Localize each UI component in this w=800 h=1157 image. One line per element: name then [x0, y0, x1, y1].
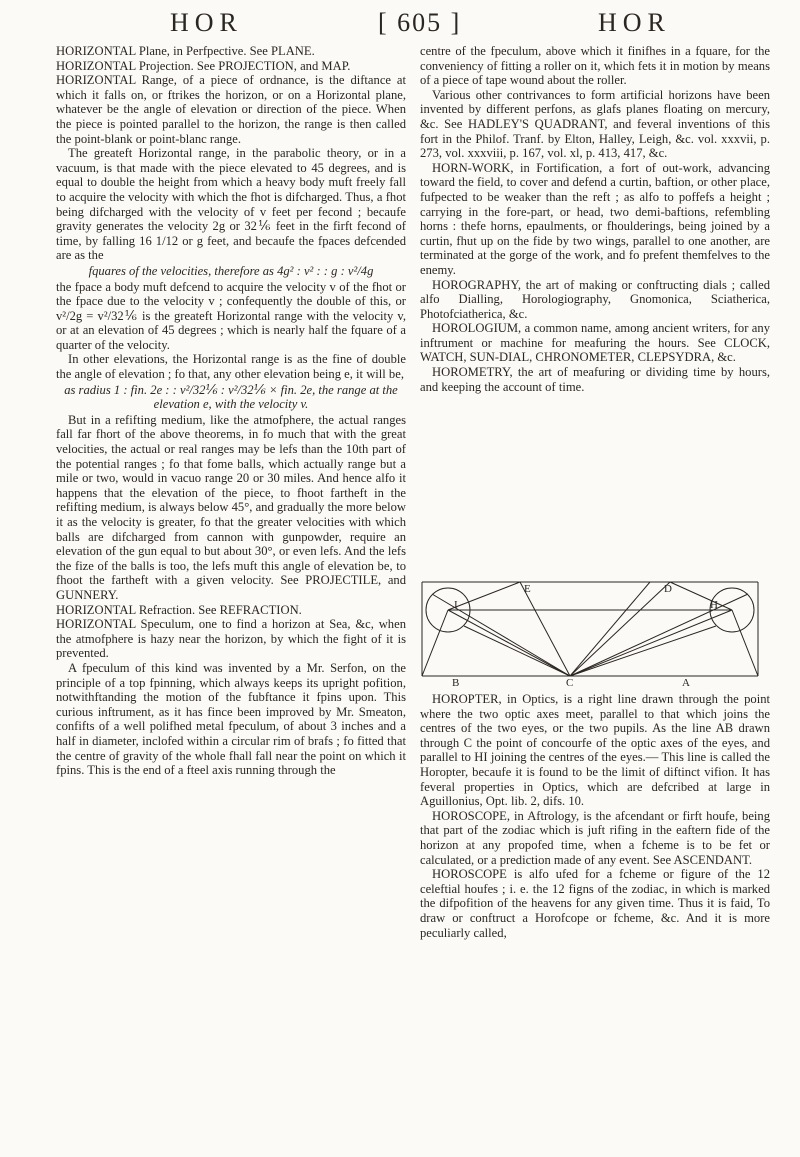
- label-e: E: [524, 583, 531, 595]
- horopter-figure: [420, 578, 760, 686]
- right-column: [420, 44, 770, 394]
- entry-horoscope-scheme: HOROSCOPE is alfo ufed for a fcheme or figure of the 12 celeftial houfes ; i. e. the 12 figns of the zodiac, in which is marked the difpofition of the heavens for any given time. Thus it is faid, To draw or conftruct a Horofcope or fcheme, &c. And it is more peculiarly called,: [420, 867, 770, 940]
- label-a: A: [682, 677, 690, 686]
- paragraph-speculum-continued: centre of the fpeculum, above which it finifhes in a fquare, for the conveniency of fitting a roller on it, which fets it in motion by means of a piece of tape wound about the roller.: [420, 44, 770, 88]
- label-h: H: [710, 599, 718, 611]
- entry-horopter: HOROPTER, in Optics, is a right line drawn through the point where the two optic axes meet, parallel to that which joins the centres of the two eyes, or the two pupils. As the line AB drawn through C the point of concourfe of the optic axes of the eyes, and parallel to HI joining the centres of the eyes.— This line is called the Horopter, becaufe it is found to be the limit of diftinct vifion. It has feveral properties in Optics, which are defcribed at large in Aguillonius, Opt. lib. 2, difs. 10.: [420, 692, 770, 809]
- entry-horizontal-refraction: HORIZONTAL Refraction. See REFRACTION.: [56, 602, 302, 617]
- right-column-lower: [420, 692, 770, 940]
- paragraph-space-descended: the fpace a body muft defcend to acquire the velocity v of the fhot or the fpace due to the velocity v ; confequently the double of this, or v²/2g = v²/32⅙ is the greateft Horizontal range with the velocity v, or at an elevation of 45 degrees ; which is nearly half the fquare of a quarter of the velocity.: [56, 279, 406, 352]
- paragraph-greatest-range: The greateft Horizontal range, in the parabolic theory, or in a vacuum, is that made with the piece elevated to 45 degrees, and is equal to double the height from which a heavy body muft freely fall to acquire the velocity with which the fhot is difcharged. Thus, a fhot being difcharged with the velocity of v feet per fecond ; becaufe gravity generates the velocity 2g or 32⅙ feet in the firft fecond of time, by falling 16 1/12 or g feet, and becaufe the fpaces defcended are as the: [56, 146, 406, 263]
- entry-horoscope: HOROSCOPE, in Aftrology, is the afcendant or firft houfe, being that part of the zodiac which is juft rifing in the eaftern fide of the horizon at any propofed time, when a fcheme is to be fet or calculated, or a prediction made of any event. See ASCENDANT.: [420, 808, 770, 867]
- label-c: C: [566, 677, 574, 686]
- paragraph-serson-speculum: A fpeculum of this kind was invented by a Mr. Serfon, on the principle of a top fpinning, which always keeps its upright pofition, notwithftanding the motion of the fubftance it fpins upon. This curious inftrument, as it has fince been improved by Mr. Smeaton, confifts of a well polifhed metal fpeculum, of about 3 inches and a half in diameter, inclofed within a circular rim of brafs ; fo fitted that the centre of gravity of the whole fhall fall near the point on which it fpins. This is the end of a fteel axis running through the: [56, 660, 406, 778]
- entry-horizontal-speculum: HORIZONTAL Speculum, one to find a horizon at Sea, &c, when the atmofphere is hazy near the horizon, by which the fight of it is prevented.: [56, 617, 406, 661]
- entry-horography: HOROGRAPHY, the art of making or conftructing dials ; called alfo Dialling, Horologiography, Gnomonica, Sciatherica, Photofciatherica, &c.: [420, 277, 770, 321]
- horopter-diagram: [420, 578, 760, 686]
- label-b: B: [452, 677, 460, 686]
- paragraph-other-elevations: In other elevations, the Horizontal range is as the fine of double the angle of elevation ; fo that, any other elevation being e, it will be,: [56, 352, 406, 382]
- running-header: [0, 8, 800, 48]
- label-d: D: [664, 583, 672, 595]
- formula-squares-of-velocities: fquares of the velocities, therefore as 4g² : v² : : g : v²/4g: [88, 263, 374, 278]
- entry-horizontal-projection: HORIZONTAL Projection. See PROJECTION, and MAP.: [56, 58, 351, 73]
- entry-horizontal-range: HORIZONTAL Range, of a piece of ordnance, is the diftance at which it falls on, or ftrikes the horizon, or on a Horizontal plane, whatever be the angle of elevation or direction of the piece. When the piece is pointed parallel to the horizon, the range is then called the point-blank or point-blanc range.: [56, 73, 406, 146]
- formula-range-at-elevation: as radius 1 : fin. 2e : : v²/32⅙ : v²/32⅙ × fin. 2e, the range at the elevation e, with the velocity v.: [64, 382, 398, 412]
- paragraph-resisting-medium: But in a refifting medium, like the atmofphere, the actual ranges fall far fhort of the above theorems, in fo much that with the great velocities, the actual or real ranges may be lefs than the 10th part of the potential ranges ; fo that fome balls, which actually range but a mile or two, would in vacuo range 20 or 30 miles. And hence alfo it happens that the elevation of the piece, to fhoot fartheft in the refifting medium, is always below 45°, and gradually the more below it as the velocity is greater, fo that the greater velocities with which balls are difcharged from cannon with gunpowder, require an elevation of the gun equal to but about 30°, or even lefs. And the lefs the fize of the balls is too, the lefs muft this angle of elevation be, to fhoot the fartheft with a given velocity. See PROJECTILE, and GUNNERY.: [56, 412, 406, 602]
- entry-horologium: HOROLOGIUM, a common name, among ancient writers, for any inftrument or machine for meafuring the hours. See CLOCK, WATCH, SUN-DIAL, CHRONOMETER, CLEPSYDRA, &c.: [420, 321, 770, 365]
- header-right-word: HOR: [598, 8, 671, 37]
- paragraph-artificial-horizons: Various other contrivances to form artificial horizons have been invented by different perfons, as glafs planes floating on mercury, &c. See HADLEY'S QUADRANT, and feveral inventions of this fort in the Philof. Tranf. by Elton, Halley, Leigh, &c. vol. xxxvii, p. 273, vol. xxxviii, p. 167, vol. xl, p. 413, 417, &c.: [420, 87, 770, 161]
- header-left-word: HOR: [170, 8, 243, 37]
- left-column: [56, 44, 406, 778]
- entry-horn-work: HORN-WORK, in Fortification, a fort of out-work, advancing toward the field, to cover and defend a curtin, baftion, or other place, fufpected to be weaker than the reft ; as alfo to poffefs a height ; carrying in the fore-part, or head, two demi-baftions, refembling horns : thefe horns, epaulments, or fhoulderings, being joined by a curtin, fhut up on the fide by two wings, parallel to one another, are terminated at the gorge of the work, and fo prefent themfelves to the enemy.: [420, 160, 770, 277]
- label-i: I: [454, 599, 458, 611]
- entry-horometry: HOROMETRY, the art of meafuring or dividing time by hours, and keeping the account of time.: [420, 365, 770, 394]
- entry-horizontal-plane: HORIZONTAL Plane, in Perfpective. See PLANE.: [56, 44, 315, 58]
- page-number: [ 605 ]: [378, 8, 462, 37]
